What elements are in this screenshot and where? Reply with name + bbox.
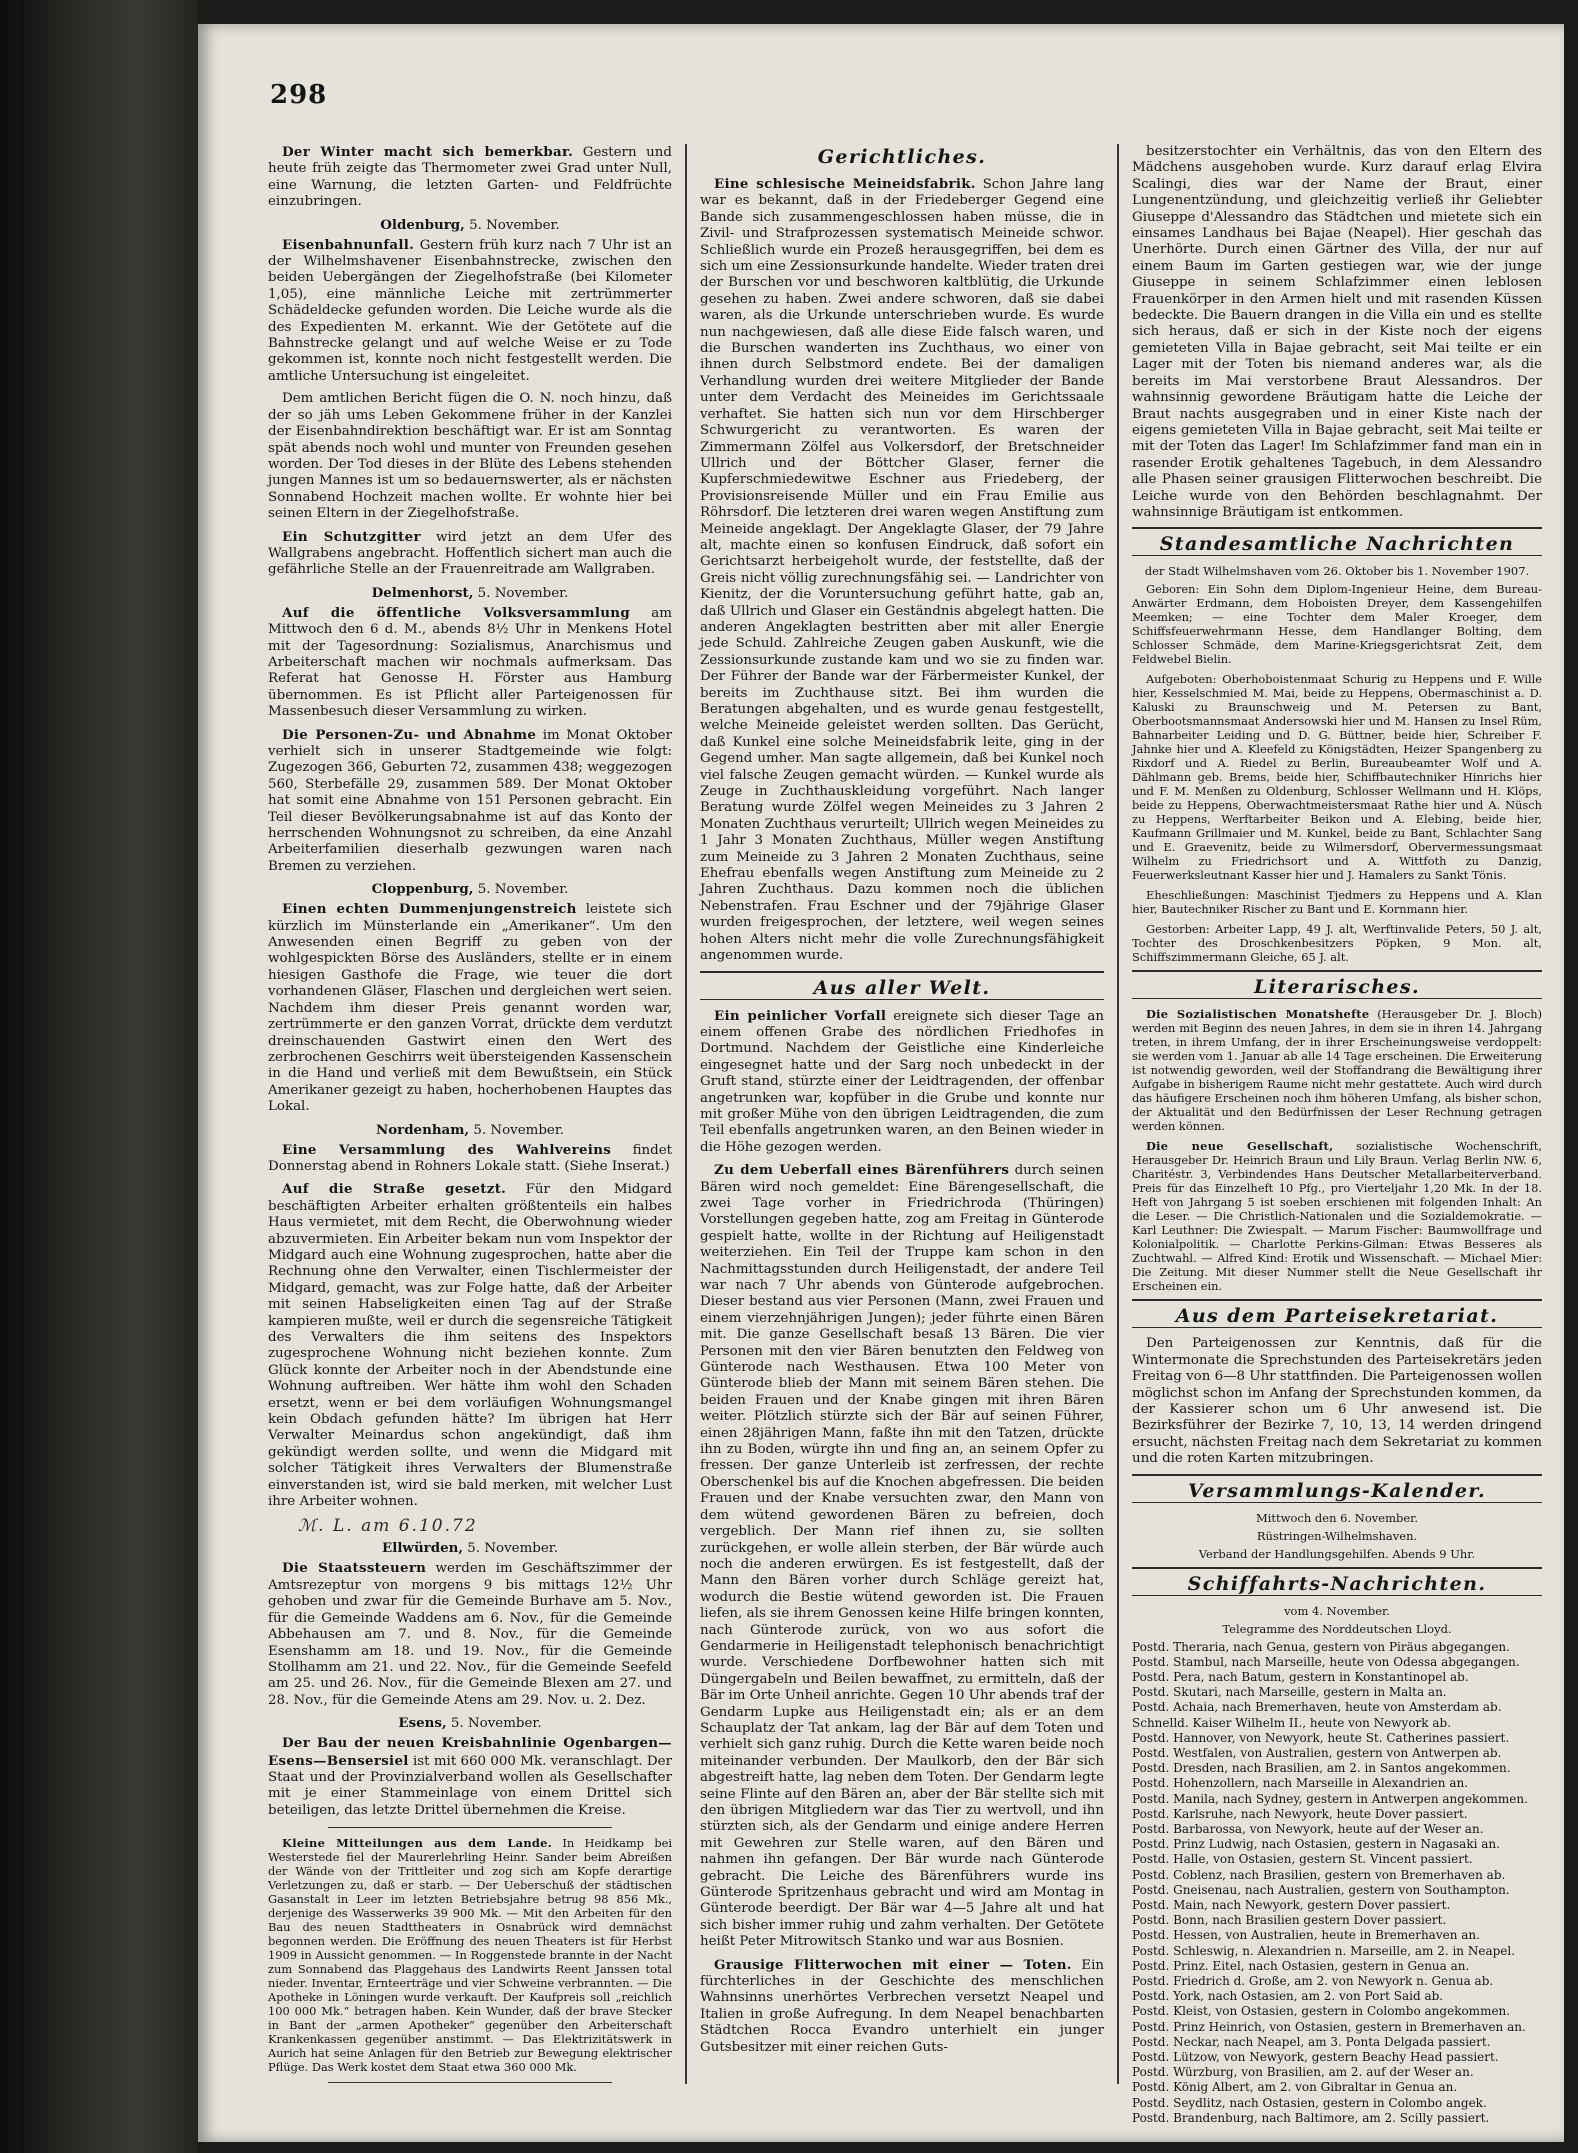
article-body: Den Parteigenossen zur Kenntnis, daß für die Wintermonate die Sprechstunden des Parteisekretärs jeden Freitag von 6—8 Uhr stattfinden. Die Parteigenossen wollen möglichst schon im Anfang der Sprechstunden kommen, da der Kassierer schon um 6 Uhr anwesend ist. Die Bezirksführer der Bezirke 7, 10, 13, 14 werden dringend ersucht, nächsten Freitag nach dem Sekretariat zu kommen und die roten Karten mitzubringen.: [1132, 1336, 1542, 1467]
shipping-entry: Postd. Dresden, nach Brasilien, am 2. in Santos angekommen.: [1132, 1761, 1511, 1776]
dateline: Nordenham, 5. November.: [375, 1121, 565, 1138]
shipping-entry: Postd. Manila, nach Sydney, gestern in Antwerpen angekommen.: [1132, 1791, 1528, 1806]
section-heading: Aus dem Parteisekretariat.: [1132, 1299, 1542, 1328]
shipping-list: [1132, 1640, 1542, 2127]
article-body: wird jetzt an dem Ufer des Wallgrabens angebracht. Hoffentlich sichert man auch die gefährliche Stelle an der Frauenreitrade am Wallgraben.: [268, 529, 672, 578]
article-body: Schon Jahre lang war es bekannt, daß in der Friedeberger Gegend eine Bande sich zusammengeschlossen haben müsse, die in Zivil- und Strafprozessen systematisch Meineide schwor. Schließlich wurde ein Prozeß herausgegriffen, bei dem es sich um eine Zessionsurkunde handelte. Wieder traten drei der Burschen vor und beschworen kaltblütig, die Urkunde gesehen zu haben. Zwei andere schworen, daß sie dabei waren, als die Urkunde unterschrieben wurde. Es wurde nun nachgewiesen, daß alle diese Eide falsch waren, und die Burschen wanderten ins Zuchthaus, wo einer von ihnen durch Selbstmord endete. Bei der damaligen Verhandlung wurden drei weitere Mitglieder der Bande unter dem Verdacht des Meineides im Gerichtssaale verhaftet. Sie hatten sich nun vor dem Hirschberger Schwurgericht zu verantworten. Es waren der Zimmermann Zölfel aus Volkersdorf, der Bretschneider Ullrich und der Böttcher Glaser, ferner die Kupferschmiedewitwe Eschner aus Friedeberg, der Provisionsreisende Müller und ein Frau Emilie aus Röhrsdorf. Die letzteren drei waren wegen Anstiftung zum Meineide angeklagt. Der Angeklagte Glaser, der 79 Jahre alt, machte einen so konfusen Eindruck, daß sofort ein Gerichtsarzt herbeigeholt wurde, der feststellte, daß der Greis nicht völlig zurechnungsfähig sei. — Landrichter von Kienitz, der die Voruntersuchung geführt hatte, gab an, daß Ullrich und Glaser ein Geständnis abgelegt hatten. Die anderen Angeklagten bestritten aber mit aller Energie jede Schuld. Zahlreiche Zeugen gaben Auskunft, wie die Zessionsurkunde zustande kam und wo sie zu finden war. Der Führer der Bande war der Färbermeister Kunkel, der bereits im Zuchthause sitzt. Bei ihm wurden die Beratungen abgehalten, und es wurde genau festgestellt, welche Meineide geleistet werden sollten. Das Gerücht, daß Kunkel eine solche Meineidsfabrik leite, ging in der Gegend umher. Man sagte allgemein, daß bei Kunkel noch viel falsche Zeugen gemacht würden. — Kunkel wurde als Zeuge in Zuchthauskleidung vorgeführt. Nach langer Beratung wurde Zölfel wegen Meineides zu 3 Jahren 2 Monaten Zuchthaus verurteilt; Ullrich wegen Meineides zu 1 Jahr 3 Monaten Zuchthaus, Müller wegen Anstiftung zum Meineide zu 3 Jahren 2 Monaten Zuchthaus, seine Ehefrau ebenfalls wegen Anstiftung zum Meineide zu 2 Jahren Zuchthaus. Dazu kommen noch die üblichen Nebenstrafen. Frau Eschner und der 79jährige Glaser wurden freigesprochen, der letztere, weil wegen seines hohen Alters nicht mehr die volle Zurechnungsfähigkeit angenommen wurde.: [700, 177, 1104, 964]
article-body: findet Donnerstag abend in Rohners Lokale statt. (Siehe Inserat.): [268, 1142, 673, 1174]
article-body: ist mit 660 000 Mk. veranschlagt. Der Staat und der Provinzialverband wollen als Gesellschafter mit je einer Stammeinlage von einem Drittel sich beteiligen, das letzte Drittel übernehmen die Kreise.: [268, 1753, 672, 1818]
article-body: Dem amtlichen Bericht fügen die O. N. noch hinzu, daß der so jäh ums Leben Gekommene früher in der Kanzlei der Eisenbahndirektion beschäftigt war. Er ist am Sonntag spät abends noch wohl und munter von Freunden gesehen worden. Der Tod dieses in der Blüte des Lebens stehenden jungen Mannes ist um so bedauernswerter, als er nächsten Sonnabend Hochzeit machen wollte. Er wohnte hier bei seinen Eltern in der Ziegelhofstraße.: [268, 391, 672, 522]
article-lead: Zu dem Ueberfall eines Bärenführers: [714, 1162, 1010, 1179]
article-body: Für den Midgard beschäftigten Arbeiter erhalten größtenteils ein halbes Haus vermietet, mit dem Recht, die Oberwohnung wieder abzuvermieten. Ein Arbeiter bekam nun vom Inspektor der Midgard auch eine Wohnung zugesprochen, hatte aber die Rechnung ohne den Verwalter, einen Tischlermeister der Midgard, gemacht, was zur Folge hatte, daß der Arbeiter mit seinen Habseligkeiten einen Tag auf der Straße kampieren mußte, weil er durch die segensreiche Tätigkeit des Verwalters die ihm seitens des Inspektors zugesprochene Wohnung nicht beziehen konnte. Zum Glück konnte der Arbeiter noch in der Abendstunde eine Wohnung auftreiben. Wer hätte ihm wohl den Schaden ersetzt, wenn er bei dem vorläufigen Wohnungsmangel kein Obdach gefunden hätte? Im übrigen hat Herr Verwalter Meinardus schon angekündigt, daß ihm gekündigt werden sollte, und wenn die Midgard mit solcher Tätigkeit ihres Verwalters der Blumenstraße einverstanden ist, wird sie bald merken, mit welcher Lust ihre Arbeiter wohnen.: [268, 1182, 672, 1510]
article-lead: Auf die Straße gesetzt.: [282, 1181, 507, 1198]
section-heading: Gerichtliches.: [817, 146, 987, 168]
section-subheading: vom 4. November.: [1284, 1603, 1390, 1618]
section-heading: Versammlungs-Kalender.: [1132, 1474, 1542, 1503]
article: [700, 1008, 1104, 1157]
dateline: Delmenhorst, 5. November.: [371, 584, 569, 601]
article-body: Ein fürchterliches in der Geschichte des menschlichen Wahnsinns unerhörtes Verbrechen versetzt Neapel und Italien in große Aufregung. In dem Neapel benachbarten Städtchen Rocca Evandro unterhielt ein junger Gutsbesitzer mit einer reichen Guts-: [700, 1957, 1104, 2055]
article-lead: Die Staatssteuern: [282, 1560, 427, 1577]
calendar-line: Mittwoch den 6. November.: [1255, 1510, 1419, 1525]
article-body: werden im Geschäftszimmer der Amtsrezeptur von morgens 9 bis mittags 12½ Uhr gehoben und zwar für die Gemeinde Burhave am 5. Nov., für die Gemeinde Waddens am 6. Nov., für die Gemeinde Abbehausen am 7. und 8. Nov., für die Gemeinde Esenshamm am 18. und 19. Nov., für die Gemeinde Stollhamm am 21. und 22. Nov., für die Gemeinde Seefeld am 25. und 26. Nov., für die Gemeinde Blexen am 27. und 28. Nov., für die Gemeinde Atens am 29. Nov. u. 2. Dez.: [268, 1561, 672, 1708]
article-body: (Herausgeber Dr. J. Bloch) werden mit Beginn des neuen Jahres, in dem sie in ihren 14. Jahrgang treten, in ihrem Umfang, der in ihrer Erscheinungsweise verdoppelt: sie werden vom 1. Januar ab alle 14 Tage erscheinen. Die Erweiterung ist notwendig geworden, weil der Stoffandrang die Bewältigung ihrer Aufgabe in bisherigem Raume nicht mehr gestattete. Auch wird durch das häufigere Erscheinen noch ihm höheren Umfang, als bisher schon, der Aktualität und den Bedürfnissen der Leser Rechnung getragen werden können.: [1132, 1007, 1543, 1134]
article-lead: Ein Schutzgitter: [282, 528, 421, 545]
shipping-entry: Postd. Barbarossa, von Newyork, heute auf der Weser an.: [1132, 1822, 1484, 1837]
shipping-entry: Postd. Hohenzollern, nach Marseille in Alexandrien an.: [1132, 1776, 1469, 1791]
shipping-entry: Postd. Halle, von Ostasien, gestern St. Vincent passiert.: [1132, 1852, 1473, 1867]
article: [268, 1836, 672, 2074]
article-body: Gestern früh kurz nach 7 Uhr ist an der Wilhelmshavener Eisenbahnstrecke, zwischen den beiden Uebergängen der Ziegelhofstraße (bei Kilometer 1,05), eine männliche Leiche mit zertrümmerter Schädeldecke gefunden worden. Die Leiche wurde als die des Expedienten M. erkannt. Wie der Getötete auf die Bahnstrecke gelangt und auf welche Weise er zu Tode gekommen ist, konnte noch nicht festgestellt werden. Die amtliche Untersuchung ist eingeleitet.: [268, 237, 673, 384]
article-body: am Mittwoch den 6 d. M., abends 8½ Uhr in Menkens Hotel mit der Tagesordnung: Sozialismus, Anarchismus und Arbeiterschaft machen wir nochmals aufmerksam. Das Referat hat Genosse H. Förster aus Hamburg übernommen. Es ist Pflicht aller Parteigenossen für Massenbesuch dieser Versammlung zu wirken.: [268, 605, 672, 720]
column-1: [268, 144, 672, 2104]
article-lead: Die Personen-Zu- und Abnahme: [282, 726, 537, 743]
article-lead: Ein peinlicher Vorfall: [714, 1007, 887, 1024]
shipping-entry: Postd. Theraria, nach Genua, gestern von Piräus abgegangen.: [1132, 1639, 1510, 1654]
shipping-entry: Schnelld. Kaiser Wilhelm II., heute von Newyork ab.: [1132, 1715, 1452, 1730]
dateline: Cloppenburg, 5. November.: [371, 881, 569, 898]
shipping-entry: Postd. Kleist, von Ostasien, gestern in Colombo angekommen.: [1132, 2004, 1511, 2019]
column-rule: [1117, 144, 1119, 2084]
article-lead: Eine schlesische Meineidsfabrik.: [714, 176, 976, 192]
dateline: Oldenburg, 5. November.: [380, 216, 560, 233]
column-rule: [685, 144, 687, 2084]
article-lead: Der Bau der neuen Kreisbahnlinie Ogenbargen—Esens—Bensersiel: [268, 1735, 672, 1769]
article-body: Gestern und heute früh zeigte das Thermometer zwei Grad unter Null, eine Warnung, die letzten Garten- und Feldfrüchte einzubringen.: [268, 145, 673, 210]
shipping-entry: Postd. Achaia, nach Bremerhaven, heute von Amsterdam ab.: [1132, 1700, 1502, 1715]
article: [1132, 1007, 1542, 1133]
article-body: In Heidkamp bei Westerstede fiel der Maurerlehrling Heinr. Sander beim Abreißen der Wände von der Trittleiter und zog sich am Kopfe derartige Verletzungen zu, daß er starb. — Der Ueberschuß der städtischen Gasanstalt in Leer im letzten Betriebsjahre betrug 98 856 Mk., derjenige des Wasserwerks 39 900 Mk. — Mit den Arbeiten für den Bau des neuen Stadttheaters in Osnabrück wird demnächst begonnen werden. Die Eröffnung des neuen Theaters ist für Herbst 1909 in Aussicht genommen. — In Roggenstede brannte in der Nacht zum Sonnabend das Plaggehaus des Landwirts Reent Janssen total nieder. Inventar, Ernteerträge und vier Schweine verbrannten. — Die Apotheke in Löningen wurde verkauft. Der Kaufpreis soll „reichlich 100 000 Mk.“ betragen haben. Kein Wunder, daß der brave Stecker in Bant der „armen Apotheker“ gegenüber den Arbeiterschaft Krankenkassen gegenüber anstimmt. — Das Elektrizitätswerk in Aurich hat seine Anlagen für den Betrieb zur Bewegung elektrischer Pflüge. Das Werk kostet dem Staat etwa 360 000 Mk.: [268, 1836, 672, 2075]
article: [268, 727, 672, 876]
shipping-entry: Postd. Gneisenau, nach Australien, gestern von Southampton.: [1132, 1882, 1510, 1897]
shipping-entry: Postd. Friedrich d. Große, am 2. von Newyork n. Genua ab.: [1132, 1974, 1494, 1989]
shipping-entry: Postd. Hannover, von Newyork, heute St. Catherines passiert.: [1132, 1730, 1510, 1745]
article-lead: Der Winter macht sich bemerkbar.: [282, 144, 574, 160]
shipping-entry: Postd. König Albert, am 2. von Gibraltar in Genua an.: [1132, 2080, 1458, 2095]
shipping-entry: Postd. Main, nach Newyork, gestern Dover passiert.: [1132, 1898, 1451, 1913]
shipping-entry: Postd. York, nach Ostasien, am 2. von Port Said ab.: [1132, 1989, 1444, 2004]
divider: [328, 2082, 612, 2083]
shipping-entry: Postd. Schleswig, n. Alexandrien n. Marseille, am 2. in Neapel.: [1132, 1943, 1516, 1958]
shipping-entry: Postd. Neckar, nach Neapel, am 3. Ponta Delgada passiert.: [1132, 2034, 1491, 2049]
article-lead: Die Sozialistischen Monatshefte: [1146, 1007, 1370, 1022]
shipping-entry: Postd. Pera, nach Batum, gestern in Konstantinopel ab.: [1132, 1670, 1469, 1684]
section-heading: Literarisches.: [1132, 970, 1542, 999]
shipping-entry: Postd. Lützow, von Newyork, gestern Beachy Head passiert.: [1132, 2050, 1499, 2065]
shipping-entry: Postd. Westfalen, von Australien, gestern von Antwerpen ab.: [1132, 1746, 1502, 1761]
shipping-entry: Postd. Prinz. Eitel, nach Ostasien, gestern in Genua an.: [1132, 1958, 1470, 1973]
shipping-entry: Postd. Hessen, von Australien, heute in Bremerhaven an.: [1132, 1928, 1480, 1943]
shipping-entry: Postd. Bonn, nach Brasilien gestern Dover passiert.: [1132, 1913, 1447, 1928]
article-lead: Eine Versammlung des Wahlvereins: [282, 1141, 612, 1158]
article-lead: Grausige Flitterwochen mit einer — Toten.: [714, 1956, 1072, 1973]
shipping-entry: Postd. Prinz Heinrich, von Ostasien, gestern in Bremerhaven an.: [1132, 2019, 1526, 2034]
article: [268, 1735, 672, 1819]
article-lead: Einen echten Dummenjungenstreich: [282, 901, 577, 918]
shipping-entry: Postd. Brandenburg, nach Baltimore, am 2. Scilly passiert.: [1132, 2110, 1490, 2125]
section-subheading: der Stadt Wilhelmshaven vom 26. Oktober bis 1. November 1907.: [1144, 564, 1530, 579]
article-body: besitzerstochter ein Verhältnis, das von den Eltern des Mädchens ausgehoben wurde. Kurz darauf erlag Elvira Scalingi, dies war der Name der Braut, einer Lungenentzündung, und gleichzeitig verließ ihr Geliebter Giuseppe d'Alessandro das Städtchen und mietete sich ein einsames Landhaus bei Bajae (Neapel). Hier geschah das Unerhörte. Durch einen Gärtner des Villa, der nur auf einem Baum im Garten gestiegen war, wie der junge Giuseppe in seinem Schlafzimmer einen leblosen Frauenkörper in den Armen hielt und mit rasenden Küssen bedeckte. Die Bauern drangen in die Villa ein und es stellte sich heraus, daß er sich in der Kiste noch der eigens gemieteten Villa in Bajae gebracht, seit Mai teilte er ein Lager mit der Toten bis niemand anderes war, als die bereits im Mai verstorbene Braut Alessandros. Der wahnsinnig gewordene Bräutigam hatte die Leiche der Braut nachts ausgegraben und in einer Kiste nach der eigens gemieteten Villa in Bajae gebracht, seit Mai teilte er mit der Toten das Lager! Im Schlafzimmer fand man ein in rasender Erotik gehaltenes Tagebuch, in dem Alessandro alle Phasen seiner grausigen Flitterwochen beschreibt. Die Leiche wurde von den Behörden beschlagnahmt. Der wahnsinnige Bräutigam ist entkommen.: [1132, 144, 1542, 520]
article: [268, 901, 672, 1115]
article-lead: Kleine Mitteilungen aus dem Lande.: [282, 1836, 552, 1851]
civil-registry-marriages: Eheschließungen: Maschinist Tjedmers zu Heppens und A. Klan hier, Bautechniker Rischer zu Bant und E. Kornmann hier.: [1132, 888, 1542, 917]
shipping-entry: Postd. Seydlitz, nach Ostasien, gestern in Colombo angek.: [1132, 2095, 1487, 2110]
shipping-entry: Postd. Coblenz, nach Brasilien, gestern von Bremerhaven ab.: [1132, 1867, 1506, 1882]
civil-registry-births: Geboren: Ein Sohn dem Diplom-Ingenieur Heine, dem Bureau-Anwärter Erdmann, dem Hoboisten Dreyer, dem Kassengehilfen Meemken; — eine Tochter dem Maler Kroeger, dem Schiffsfeuerwehrmann Hesse, dem Handlanger Bolting, dem Schlosser Schmäde, dem Marine-Kriegsgerichtsrat Zeit, dem Feldwebel Bielin.: [1132, 582, 1542, 667]
article: [268, 144, 672, 211]
article: [700, 176, 1104, 965]
shipping-entry: Postd. Karlsruhe, nach Newyork, heute Dover passiert.: [1132, 1806, 1468, 1821]
article-lead: Eisenbahnunfall.: [282, 236, 415, 253]
article-lead: Auf die öffentliche Volksversammlung: [282, 604, 631, 621]
article: [268, 1142, 672, 1176]
dateline: Ellwürden, 5. November.: [382, 1540, 558, 1557]
article: [268, 605, 672, 721]
calendar-line: Verband der Handlungsgehilfen. Abends 9 Uhr.: [1198, 1546, 1476, 1561]
article: [268, 1560, 672, 1709]
article-body: leistete sich kürzlich im Münsterlande ein „Amerikaner“. Um den Anwesenden einen Begriff zu geben von der wohlgespickten Börse des Ausländers, stellte er in einem hiesigen Gasthofe die Frage, wie teuer die dort vorhandenen Gläser, Flaschen und dergleichen wert seien. Nachdem ihm dieser Preis genannt worden war, zertrümmerte er den ganzen Vorrat, drückte dem verdutzt dreinschauenden Gastwirt einen den Wert des zerbrochenen Geschirrs weit übersteigenden Kassenschein in die Hand und verließ mit dem Bewußtsein, ein Stück Amerikaner gezeigt zu haben, hocherhobenen Hauptes das Lokal.: [268, 902, 672, 1115]
newspaper-page: [198, 24, 1564, 2142]
civil-registry-deaths: Gestorben: Arbeiter Lapp, 49 J. alt, Werftinvalide Peters, 50 J. alt, Tochter des Droschkenbesitzers Pöpken, 9 Mon. alt, Schiffszimmermann Gleiche, 65 J. alt.: [1132, 922, 1542, 965]
shipping-entry: Postd. Prinz Ludwig, nach Ostasien, gestern in Nagasaki an.: [1132, 1837, 1500, 1852]
article: [700, 1162, 1104, 1951]
dateline: Esens, 5. November.: [398, 1715, 542, 1732]
book-spine: [0, 0, 198, 2153]
handwritten-signature: ℳ. L. am 6.10.72: [298, 1516, 478, 1537]
shipping-entry: Postd. Skutari, nach Marseille, gestern in Malta an.: [1132, 1685, 1447, 1700]
shipping-entry: Postd. Würzburg, von Brasilien, am 2. auf der Weser an.: [1132, 2065, 1474, 2080]
page-number: 298: [270, 80, 328, 110]
article-body: sozialistische Wochenschrift, Herausgeber Dr. Heinrich Braun und Lily Braun. Verlag Berlin NW. 6, Charitéstr. 3, Verbindendes Hans Deutscher Metallarbeiterverband. Preis für das Einzelheft 10 Pfg., pro Vierteljahr 1,20 Mk. In der 18. Heft von Jahrgang 5 ist soeben erschienen mit folgenden Inhalt: An die Leser. — Die Christlich-Nationalen und die Sozialdemokratie. — Karl Leuthner: Die Zwiespalt. — Marum Fischer: Baumwollfrage und Kolonialpolitik. — Charlotte Perkins-Gilman: Etwas Besseres als Zuchtwahl. — Alfred Kind: Erotik und Wissenschaft. — Michael Mier: Die Zeitung. Mit dieser Nummer stellt die Neue Gesellschaft ihr Erscheinen ein.: [1132, 1139, 1543, 1294]
civil-registry-banns: Aufgeboten: Oberhoboistenmaat Schurig zu Heppens und F. Wille hier, Kesselschmied M. Mai, beide zu Heppens, Obermaschinist a. D. Kaluski zu Braunschweig und M. Petersen zu Bant, Oberbootsmannsmaat Andersowski hier und M. Hansen zu Insel Rüm, Bahnarbeiter Leiding und D. G. Büttner, beide hier, Schreiber F. Jahnke hier und A. Kleefeld zu Königstädten, Heizer Spangenberg zu Rixdorf und A. Riedel zu Berlin, Bureaubeamter Wolf und A. Dählmann geb. Brems, beide hier, Schiffbautechniker Hinrichs hier und F. M. Menßen zu Oldenburg, Schlosser Wellmann und H. Klöps, beide zu Heppens, Oberwachtmeistersmaat Rathe hier und A. Nüsch zu Heppens, Werftarbeiter Beikon und A. Elebing, beide hier, Kaufmann Grillmaier und M. Kunkel, beide zu Bant, Schlachter Sang und E. Graevenitz, beide zu Wilmersdorf, Obervermessungsmaat Wilhelm zu Friedrichsort und A. Wittfoth zu Danzig, Feuerwerksleutnant Kasser hier und J. Hamalers zu Sankt Tönis.: [1132, 672, 1542, 883]
article: [268, 1181, 672, 1510]
section-subheading: Telegramme des Norddeutschen Lloyd.: [1222, 1621, 1452, 1636]
article: [268, 237, 672, 386]
section-heading: Schiffahrts-Nachrichten.: [1132, 1567, 1542, 1596]
column-3: [1132, 144, 1543, 2125]
shipping-entry: Postd. Stambul, nach Marseille, heute von Odessa abgegangen.: [1132, 1654, 1520, 1669]
article: [700, 1957, 1104, 2056]
article: [268, 529, 672, 579]
article-body: durch seinen Bären wird noch gemeldet: Eine Bärengesellschaft, die zwei Tage vorher in Friedrichroda (Thüringen) Vorstellungen gegeben hatte, zog am Freitag in Günterode gespielt hatte, wollte in der Richtung auf Heiligenstadt weiterziehen. Ein Teil der Truppe kam schon in den Nachmittagsstunden durch Heiligenstadt, der andere Teil war nach 7 Uhr abends von Günterode aufgebrochen. Dieser bestand aus vier Personen (Mann, zwei Frauen und einem vierzehnjährigen Jungen); jeder führte einen Bären mit. Die ganze Gesellschaft besaß 13 Bären. Die vier Personen mit den vier Bären benutzten den Feldweg von Günterode nach Westhausen. Etwa 100 Meter von Günterode blieb der Mann mit seinem Bären stehen. Die beiden Frauen und der Knabe gingen mit ihren Bären weiter. Plötzlich stürzte sich der Bär auf seinen Führer, einen 28jährigen Mann, faßte ihn mit den Tatzen, drückte ihn zu Boden, würgte ihn und fing an, an seinem Opfer zu fressen. Der ganze Unterleib ist zerfressen, der rechte Oberschenkel bis auf die Knochen abgefressen. Die beiden Frauen und der Knabe versuchten zwar, den Mann von dem wütend gewordenen Bären zu befreien, doch vergeblich. Der Mann rief ihnen zu, sie sollten zurückgehen, er wolle allein sterben, der Bär würde auch noch die anderen erwürgen. Es ist festgestellt, daß der Mann den Bären vorher durch Schläge gereizt hat, wodurch die Bestie wütend geworden ist. Die Frauen liefen, als sie ihrem Genossen keine Hilfe bringen konnten, nach Günterode zurück, von wo aus sofort die Gendarmerie in Heiligenstadt telephonisch benachrichtigt wurde. Verschiedene Dorfbewohner hatten sich mit Düngergabeln und Beilen bewaffnet, zu ermitteln, daß der Bär im Orte Unheil anrichte. Gegen 10 Uhr abends traf der Gendarm Lupke aus Heiligenstadt ein; als er an dem Schauplatz der Tat ankam, lag der Bär auf dem Toten und verhielt sich ganz ruhig. Durch die Kette waren beide noch miteinander verbunden. Der Maulkorb, den der Bär sich abgestreift hatte, lag neben dem Toten. Der Gendarm legte seine Flinte auf den Bären an, aber der Bär stellte sich mit den übrigen Mitgliedern war das Tier zu wertvoll, und ihn stürzten sich, als der Gendarm und einige andere Herren mit Gewehren zur Stelle waren, auf den Bären und nahmen ihn gefangen. Der Bär wurde nach Günterode gebracht. Die Leiche des Bärenführers wurde ins Günterode Spritzenhaus gebracht und wird am Montag in Günterode beerdigt. Der Bär war 4—5 Jahre alt und hat sich bisher immer ruhig und zahm verhalten. Der Getötete heißt Peter Mitrowitsch Stanko und war aus Bosnien.: [700, 1163, 1104, 1950]
section-heading: Standesamtliche Nachrichten: [1132, 527, 1542, 556]
divider: [328, 1827, 612, 1828]
article-lead: Die neue Gesellschaft,: [1146, 1139, 1334, 1154]
column-2: [700, 144, 1104, 2104]
article-body: im Monat Oktober verhielt sich in unserer Stadtgemeinde wie folgt: Zugezogen 366, Geburten 72, zusammen 438; weggezogen 560, Sterbefälle 29, zusammen 589. Der Monat Oktober hat somit eine Abnahme von 151 Personen gebracht. Ein Teil dieser Bevölkerungsabnahme ist auf das Konto der herrschenden Wohnungsnot zu schreiben, da eine Anzahl Arbeiterfamilien dieserhalb gezwungen waren nach Bremen zu verziehen.: [268, 727, 672, 874]
section-heading: Aus aller Welt.: [700, 971, 1104, 1000]
article-body: ereignete sich dieser Tage an einem offenen Grabe des nördlichen Friedhofes in Dortmund. Nachdem der Geistliche eine Kinderleiche eingesegnet hatte und der Sarg noch unbedeckt in der Gruft stand, stürzte einer der Leidtragenden, der offenbar angetrunken war, kopfüber in die Grube und konnte nur mit großer Mühe von den übrigen Leidtragenden, die zum Teil ebenfalls angetrunken waren, an den Beinen wieder in die Höhe gezogen werden.: [700, 1008, 1104, 1155]
article: [1132, 1139, 1542, 1293]
calendar-line: Rüstringen-Wilhelmshaven.: [1256, 1528, 1418, 1543]
